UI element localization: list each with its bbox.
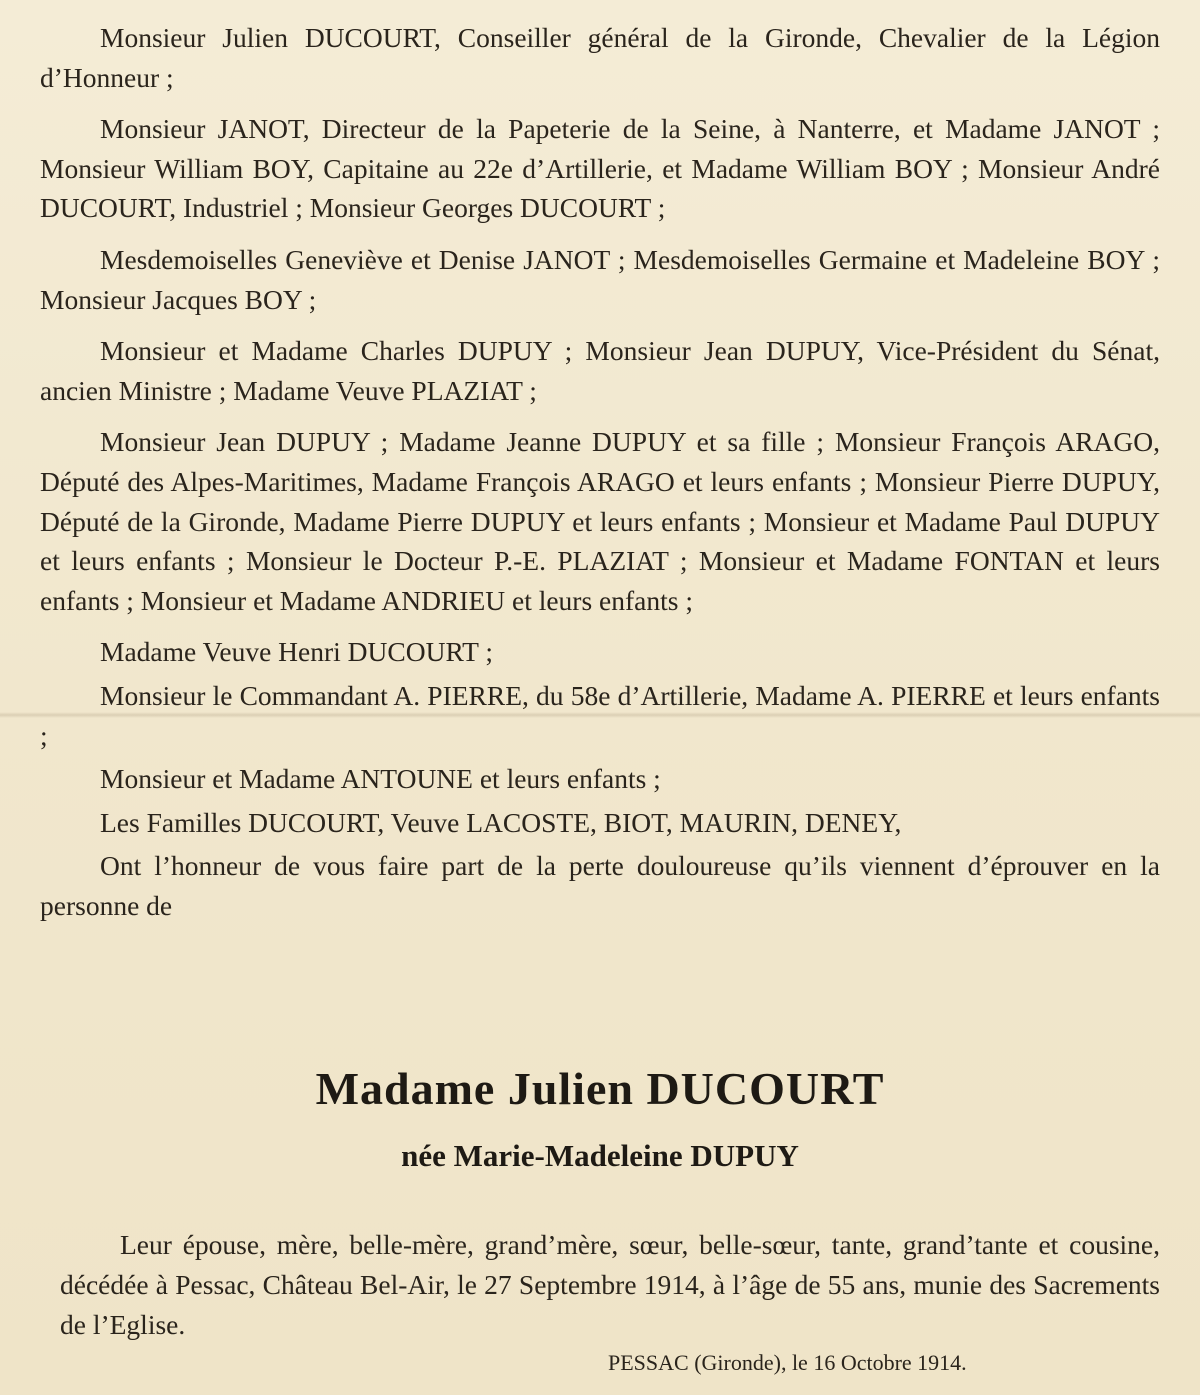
paragraph-julien-ducourt: Monsieur Julien DUCOURT, Conseiller général de la Gironde, Chevalier de la Légion d’Honneur ; [40,22,1160,93]
family-list [40,18,1160,937]
paragraph-familles: Les Familles DUCOURT, Veuve LACOSTE, BIOT, MAURIN, DENEY, [100,806,902,838]
paragraph-announcement: Ont l’honneur de vous faire part de la perte douloureuse qu’ils viennent d’éprouver en la personne de [40,850,1160,921]
paragraph-janot-boy: Monsieur JANOT, Directeur de la Papeterie de la Seine, à Nanterre, et Madame JANOT ; Monsieur William BOY, Capitaine au 22e d’Artillerie, et Madame William BOY ; Monsieur André DUCOURT, Industriel ; Monsieur Georges DUCOURT ; [40,113,1160,224]
deceased-maiden-name: née Marie-Madeleine DUPUY [401,1138,799,1173]
paragraph-henri-ducourt: Madame Veuve Henri DUCOURT ; [100,636,493,668]
paragraph-mesdemoiselles: Mesdemoiselles Geneviève et Denise JANOT ; Mesdemoiselles Germaine et Madeleine BOY ; Monsieur Jacques BOY ; [40,243,1160,315]
paragraph-pierre: Monsieur le Commandant A. PIERRE, du 58e d’Artillerie, Madame A. PIERRE et leurs enfants ; [40,679,1160,751]
closing-paragraph [60,1225,1160,1345]
dateline: PESSAC (Gironde), le 16 Octobre 1914. [608,1350,967,1375]
closing-text: Leur épouse, mère, belle-mère, grand’mère, sœur, belle-sœur, tante, grand’tante et cousine, décédée à Pessac, Château Bel-Air, le 27 Septembre 1914, à l’âge de 55 ans, munie des Sacrements de l’Eglise. [60,1229,1160,1340]
deceased-name: Madame Julien DUCOURT [315,1063,885,1114]
paragraph-jean-dupuy: Monsieur Jean DUPUY ; Madame Jeanne DUPUY et sa fille ; Monsieur François ARAGO, Député des Alpes-Maritimes, Madame François ARAGO et leurs enfants ; Monsieur Pierre DUPUY, Député de la Gironde, Madame Pierre DUPUY et leurs enfants ; Monsieur et Madame Paul DUPUY et leurs enfants ; Monsieur le Docteur P.-E. PLAZIAT ; Monsieur et Madame FONTAN et leurs enfants ; Monsieur et Madame ANDRIEU et leurs enfants ; [40,426,1160,616]
paragraph-antoune: Monsieur et Madame ANTOUNE et leurs enfants ; [100,763,661,795]
paragraph-charles-dupuy: Monsieur et Madame Charles DUPUY ; Monsieur Jean DUPUY, Vice-Président du Sénat, ancien Ministre ; Madame Veuve PLAZIAT ; [40,335,1160,406]
